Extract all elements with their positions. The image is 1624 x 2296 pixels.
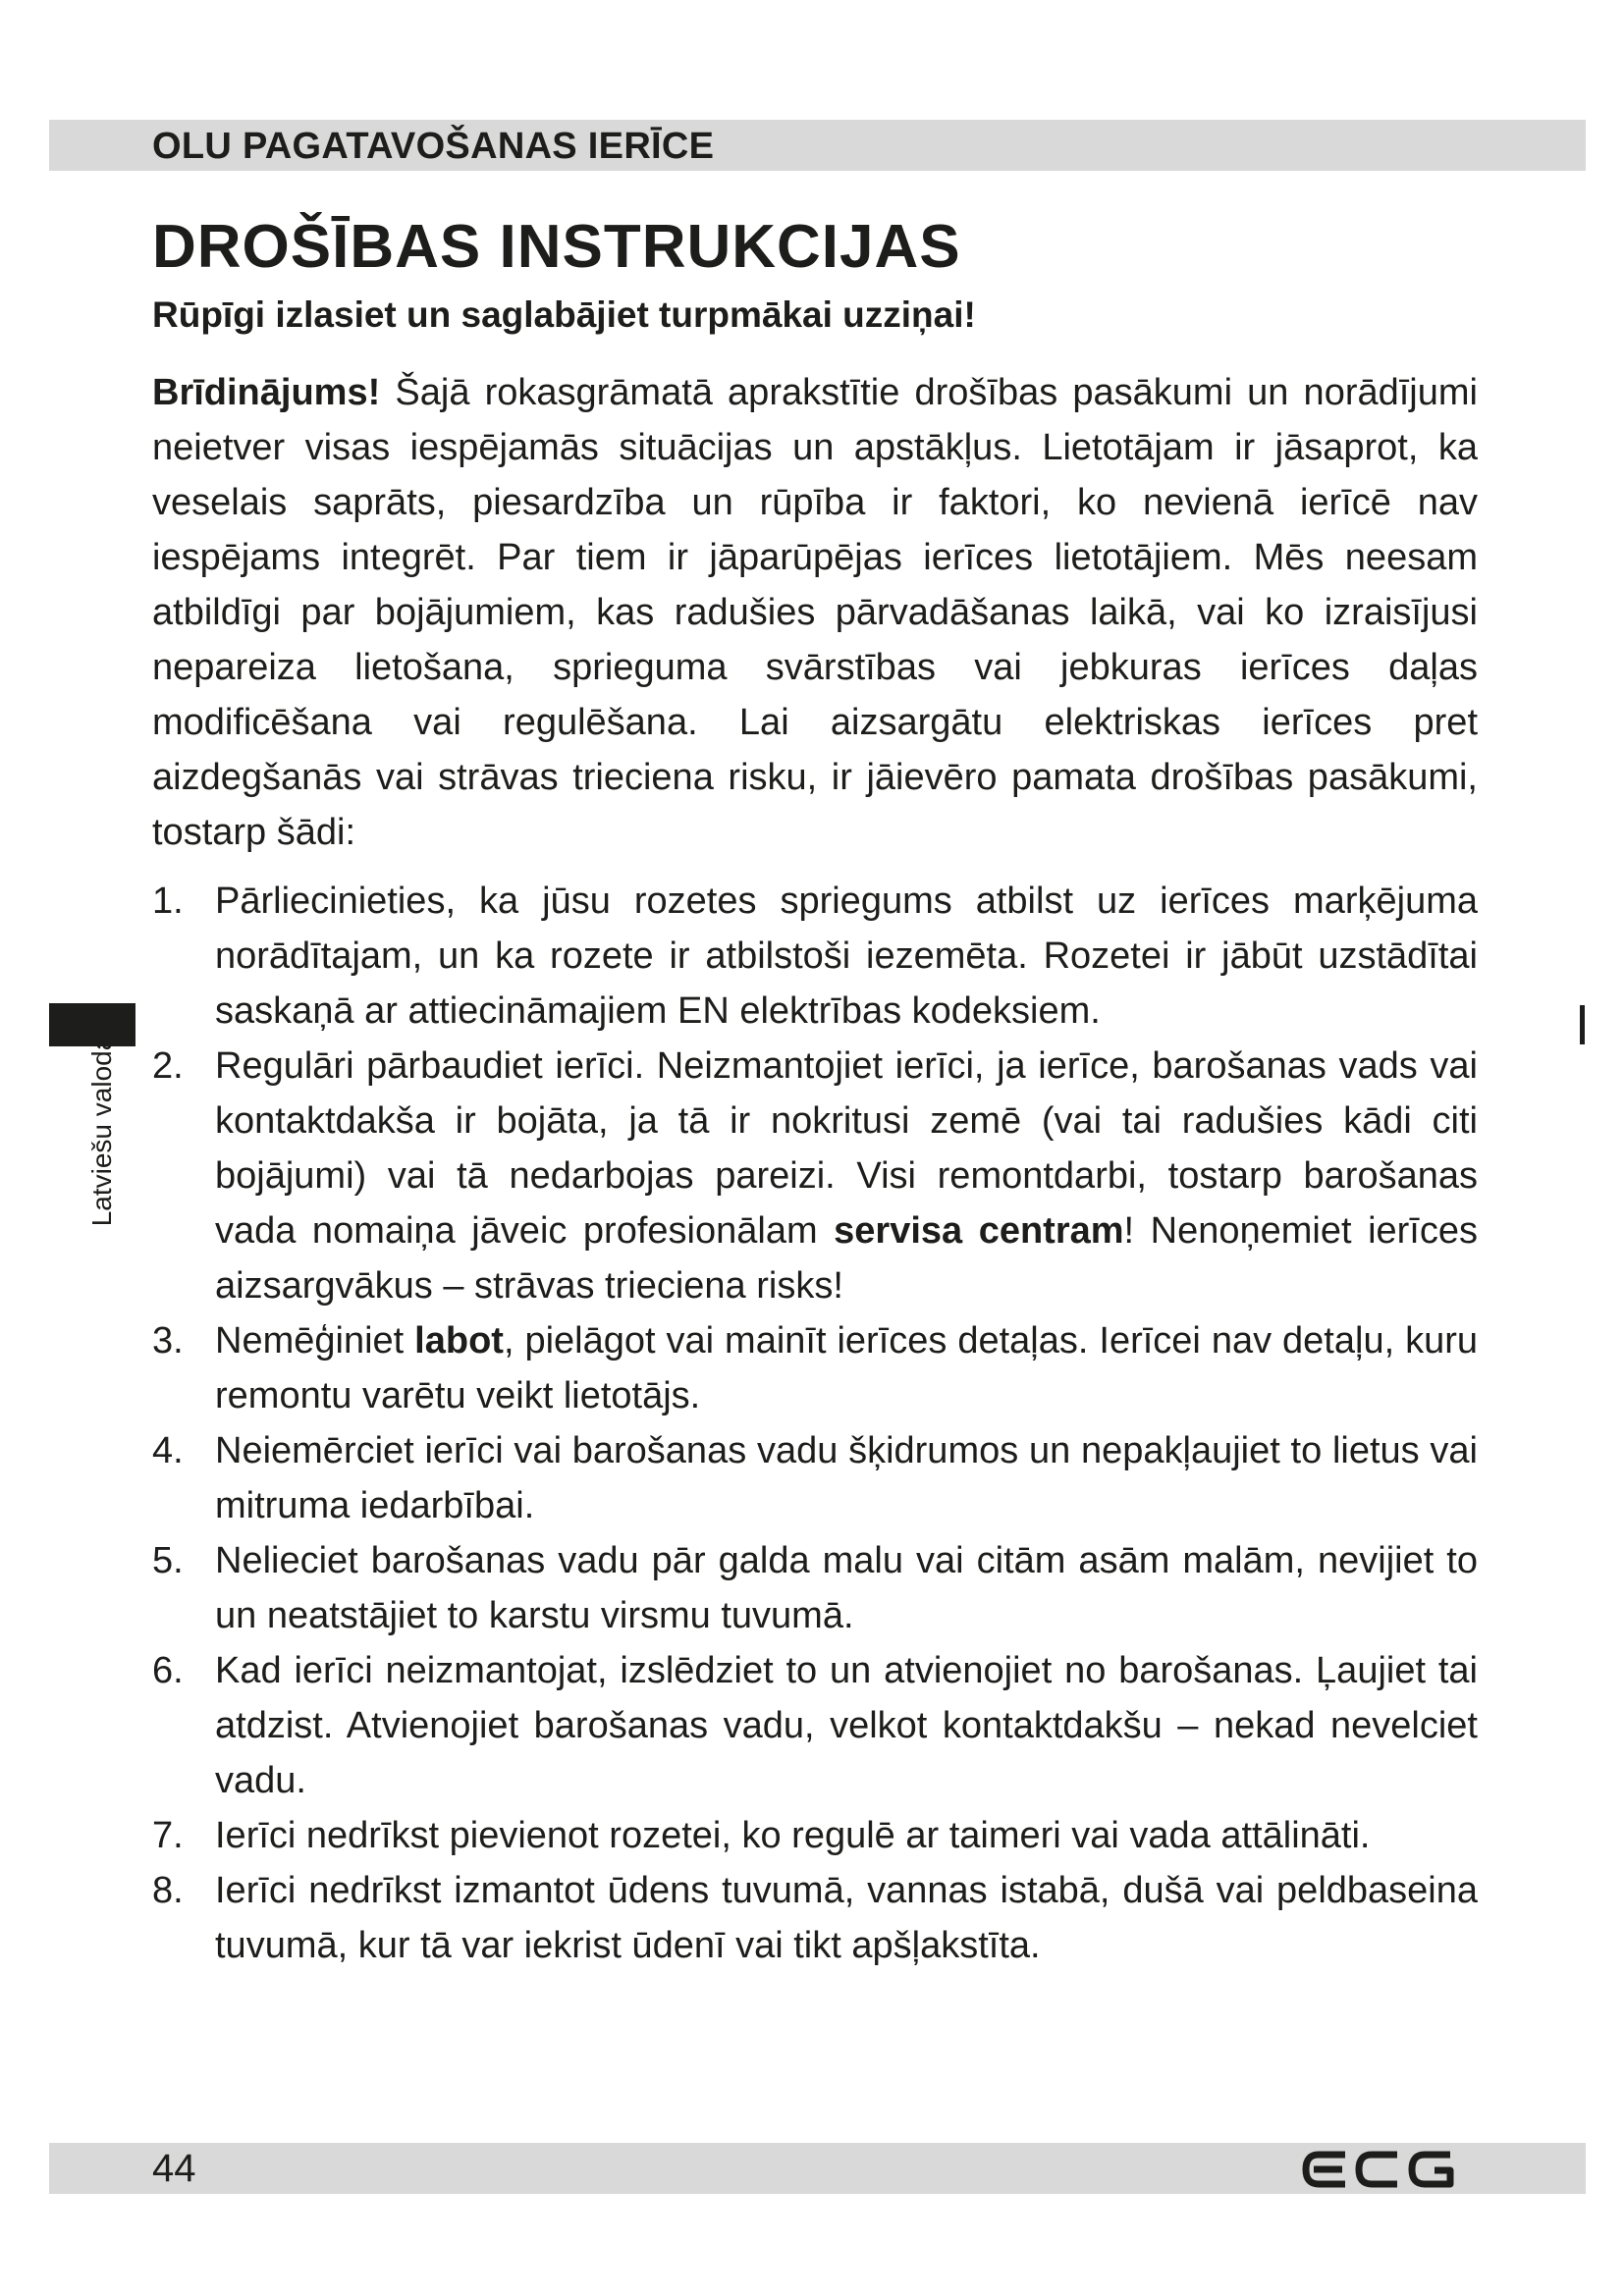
item-text: Nemēģiniet	[215, 1320, 415, 1362]
item-text: Neiemērciet ierīci vai barošanas vadu šķidrumos un nepakļaujiet to lietus vai mitruma iedarbībai.	[215, 1430, 1478, 1526]
list-item	[152, 1423, 1478, 1533]
logo-letter-g	[1412, 2155, 1450, 2184]
content	[152, 365, 1478, 1973]
item-text: Ierīci nedrīkst pievienot rozetei, ko regulē ar taimeri vai vada attālināti.	[215, 1815, 1371, 1856]
list-item	[152, 1643, 1478, 1808]
item-bold-text: servisa centram	[834, 1210, 1124, 1252]
list-item	[152, 1863, 1478, 1973]
item-text: Kad ierīci neizmantojat, izslēdziet to un atvienojiet no barošanas. Ļaujiet tai atdzist. Atvienojiet barošanas vadu, velkot kontaktdakšu – nekad nevelciet vadu.	[215, 1650, 1478, 1801]
item-text: Pārliecinieties, ka jūsu rozetes spriegums atbilst uz ierīces marķējuma norādītajam, un ka rozete ir atbilstoši iezemēta. Rozetei ir jābūt uzstādītai saskaņā ar attiecināmajiem EN elektrības kodeksiem.	[215, 881, 1478, 1032]
item-text: Nelieciet barošanas vadu pār galda malu vai citām asām malām, nevijiet to un neatstājiet to karstu virsmu tuvumā.	[215, 1540, 1478, 1636]
item-number: 1.	[152, 881, 184, 922]
list-item	[152, 1313, 1478, 1423]
item-number: 5.	[152, 1540, 184, 1581]
warning-label: Brīdinājums!	[152, 372, 381, 413]
item-text: Ierīci nedrīkst izmantot ūdens tuvumā, vannas istabā, dušā vai peldbaseina tuvumā, kur tā var iekrist ūdenī vai tikt apšļakstīta.	[215, 1870, 1478, 1966]
item-text: Regulāri pārbaudiet ierīci. Neizmantojiet ierīci, ja ierīce, barošanas vads vai kontaktdakša ir bojāta, ja tā ir nokritusi zemē (vai tai radušies kādi citi bojājumi) vai tā nedarbojas pareizi. Visi remontdarbi, tostarp barošanas vada nomaiņa jāveic profesionālam	[215, 1045, 1478, 1252]
item-text: , pielāgot vai mainīt ierīces detaļas. Ierīcei nav detaļu, kuru remontu varētu veikt lietotājs.	[215, 1320, 1479, 1416]
warning-text: Šajā rokasgrāmatā aprakstītie drošības pasākumi un norādījumi neietver visas iespējamās situācijas un apstākļus. Lietotājam ir jāsaprot, ka veselais saprāts, piesardzība un rūpība ir faktori, ko nevienā ierīcē nav iespējams integrēt. Par tiem ir jāparūpējas ierīces lietotājiem. Mēs neesam atbildīgi par bojājumiem, kas radušies pārvadāšanas laikā, vai ko izraisījusi nepareiza lietošana, sprieguma svārstības vai jebkuras ierīces daļas modificēšana vai regulēšana. Lai aizsargātu elektriskas ierīces pret aizdegšanās vai strāvas trieciena risku, ir jāievēro pamata drošības pasākumi, tostarp šādi:	[152, 372, 1478, 853]
list-item	[152, 1808, 1478, 1863]
page-edge-mark	[1580, 1005, 1585, 1044]
safety-list	[152, 874, 1478, 1973]
list-item	[152, 1533, 1478, 1643]
list-item	[152, 874, 1478, 1039]
page-title: DROŠĪBAS INSTRUKCIJAS	[152, 213, 961, 281]
page-number: 44	[152, 2147, 196, 2190]
item-number: 3.	[152, 1320, 184, 1362]
logo-letter-c	[1359, 2155, 1397, 2184]
item-bold-text: labot	[414, 1320, 504, 1362]
item-number: 4.	[152, 1430, 184, 1471]
ecg-logo	[1301, 2147, 1463, 2192]
item-number: 2.	[152, 1045, 184, 1087]
item-text: ! Nenoņemiet ierīces aizsargvākus – strāvas trieciena risks!	[215, 1210, 1478, 1307]
item-number: 6.	[152, 1650, 184, 1691]
subtitle: Rūpīgi izlasiet un saglabājiet turpmākai uzziņai!	[152, 294, 976, 335]
warning-paragraph	[152, 365, 1478, 860]
language-side-label: Latviešu valoda	[86, 1035, 117, 1227]
section-title: OLU PAGATAVOŠANAS IERĪCE	[152, 126, 715, 167]
item-number: 8.	[152, 1870, 184, 1911]
list-item	[152, 1039, 1478, 1313]
item-number: 7.	[152, 1815, 184, 1856]
